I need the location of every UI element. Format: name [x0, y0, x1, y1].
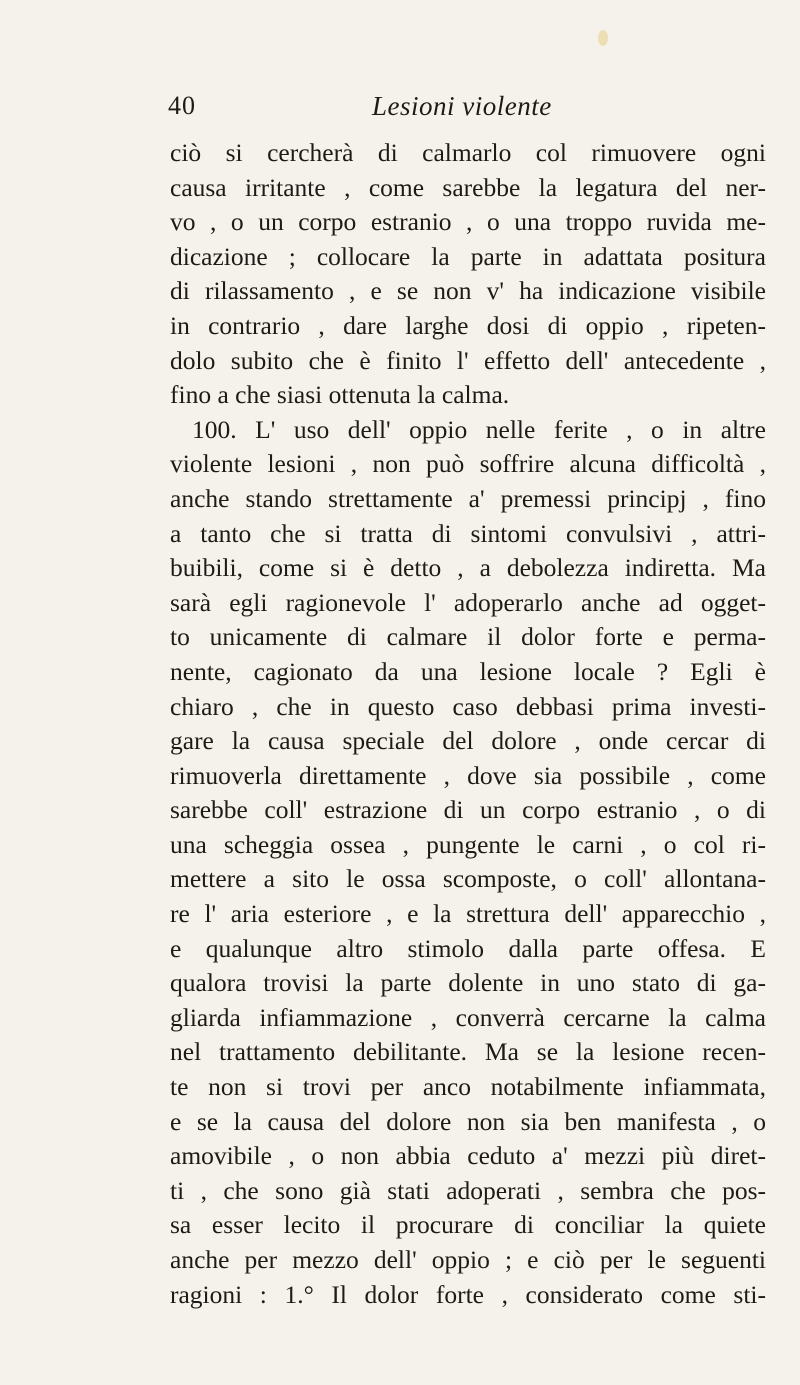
text-line: amovibile , o non abbia ceduto a' mezzi più diret- [170, 1141, 766, 1171]
text-line: sa esser lecito il procurare di conciliar la quiete [170, 1210, 766, 1240]
text-line: rimuoverla direttamente , dove sia possibile , come [170, 760, 766, 790]
text-line: anche stando strettamente a' premessi principj , fino [170, 483, 766, 513]
text-line: nel trattamento debilitante. Ma se la lesione recen- [170, 1037, 766, 1067]
text-line: e qualunque altro stimolo dalla parte offesa. E [170, 933, 766, 963]
text-line: dicazione ; collocare la parte in adattata positura [170, 241, 766, 271]
body-text [170, 136, 766, 1312]
text-line: dolo subito che è finito l' effetto dell' antecedente , [170, 345, 766, 375]
page-number: 40 [168, 91, 196, 120]
text-line: a tanto che si tratta di sintomi convulsivi , attri- [170, 518, 766, 548]
text-line: anche per mezzo dell' oppio ; e ciò per le seguenti [170, 1245, 766, 1274]
text-line: violente lesioni , non può soffrire alcuna difficoltà , [170, 449, 766, 479]
text-line: ragioni : 1.° Il dolor forte , considerato come sti- [170, 1279, 766, 1309]
running-title: Lesioni violente [372, 91, 552, 121]
text-line: in contrario , dare larghe dosi di oppio , ripeten- [170, 310, 766, 340]
page-header [0, 88, 800, 124]
text-line: di rilassamento , e se non v' ha indicazione visibile [170, 276, 766, 306]
text-line: gliarda infiammazione , converrà cercarne la calma [170, 1002, 766, 1032]
text-line: e se la causa del dolore non sia ben manifesta , o [170, 1106, 766, 1136]
text-line: una scheggia ossea , pungente le carni , o col ri- [170, 829, 766, 859]
text-line: ti , che sono già stati adoperati , sembra che pos- [170, 1175, 766, 1205]
text-line: te non si trovi per anco notabilmente infiammata, [170, 1072, 766, 1102]
text-line: gare la causa speciale del dolore , onde cercar di [170, 726, 766, 756]
text-line: vo , o un corpo estranio , o una troppo ruvida me- [170, 207, 766, 237]
text-line: to unicamente di calmare il dolor forte e perma- [170, 622, 766, 652]
paper-stain [598, 30, 608, 46]
text-line: mettere a sito le ossa scomposte, o coll' allontana- [170, 864, 766, 894]
text-line: qualora trovisi la parte dolente in uno stato di ga- [170, 968, 766, 998]
text-line: buibili, come si è detto , a debolezza indiretta. Ma [170, 553, 766, 583]
text-line: causa irritante , come sarebbe la legatura del ner- [170, 172, 766, 202]
text-line: ciò si cercherà di calmarlo col rimuovere ogni [170, 138, 766, 167]
text-line: nente, cagionato da una lesione locale ? Egli è [170, 656, 766, 686]
text-line: sarebbe coll' estrazione di un corpo estranio , o di [170, 795, 766, 825]
text-line: re l' aria esteriore , e la strettura dell' apparecchio , [170, 899, 766, 929]
text-line: sarà egli ragionevole l' adoperarlo anche ad ogget- [170, 587, 766, 617]
text-line: fino a che siasi ottenuta la calma. [170, 380, 510, 410]
paragraph-start-line: 100. L' uso dell' oppio nelle ferite , o in altre [192, 414, 766, 444]
text-line: chiaro , che in questo caso debbasi prima investi- [170, 691, 766, 721]
